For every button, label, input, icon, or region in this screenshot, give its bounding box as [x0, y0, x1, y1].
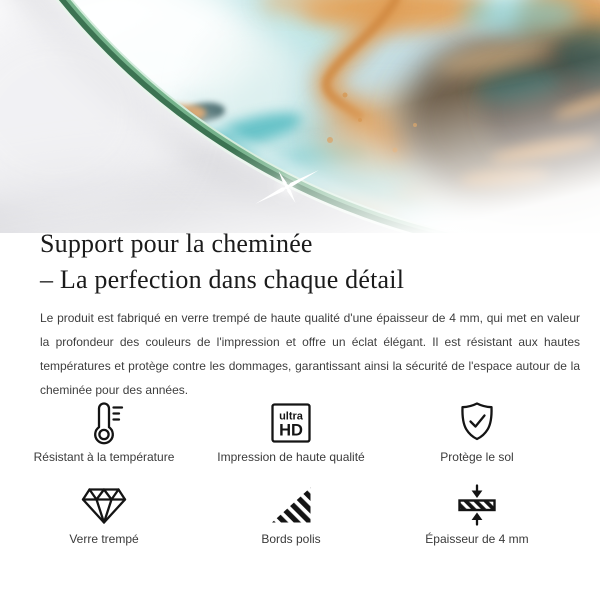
shield-check-icon	[455, 399, 499, 447]
diamond-icon	[81, 481, 127, 529]
page-title	[40, 226, 570, 297]
feature-label: Impression de haute qualité	[217, 450, 365, 464]
feature-label: Verre trempé	[69, 532, 139, 546]
svg-text:ultra: ultra	[279, 410, 303, 423]
feature-tempered-glass	[10, 481, 198, 547]
ultra-hd-badge-icon	[269, 399, 313, 447]
feature-label: Résistant à la température	[33, 450, 175, 464]
feature-grid	[10, 399, 590, 547]
product-photo	[0, 0, 600, 233]
feature-label: Épaisseur de 4 mm	[425, 532, 529, 546]
svg-text:HD: HD	[279, 421, 303, 440]
thermometer-icon	[82, 399, 126, 447]
feature-label: Protège le sol	[440, 450, 514, 464]
polished-edges-icon	[269, 481, 313, 529]
product-description: Le produit est fabriqué en verre trempé de haute qualité d'une épaisseur de 4 mm, qui met en valeur la profondeur des couleurs de l'impression et offre un éclat élégant. Il est résistant aux hautes températures et protège contre les dommages, garantissant ainsi la sécurité de l'espace autour de la cheminée pour des années.	[40, 311, 580, 397]
feature-floor-protection	[384, 399, 570, 465]
feature-label: Bords polis	[261, 532, 321, 546]
compressed-thickness-icon	[455, 481, 499, 529]
feature-print-quality	[198, 399, 384, 465]
feature-polished-edges	[198, 481, 384, 547]
page-title-line1: Support pour la cheminée	[40, 229, 313, 258]
page-title-line2: – La perfection dans chaque détail	[40, 264, 405, 294]
feature-thickness	[384, 481, 570, 547]
feature-temperature	[10, 399, 198, 465]
